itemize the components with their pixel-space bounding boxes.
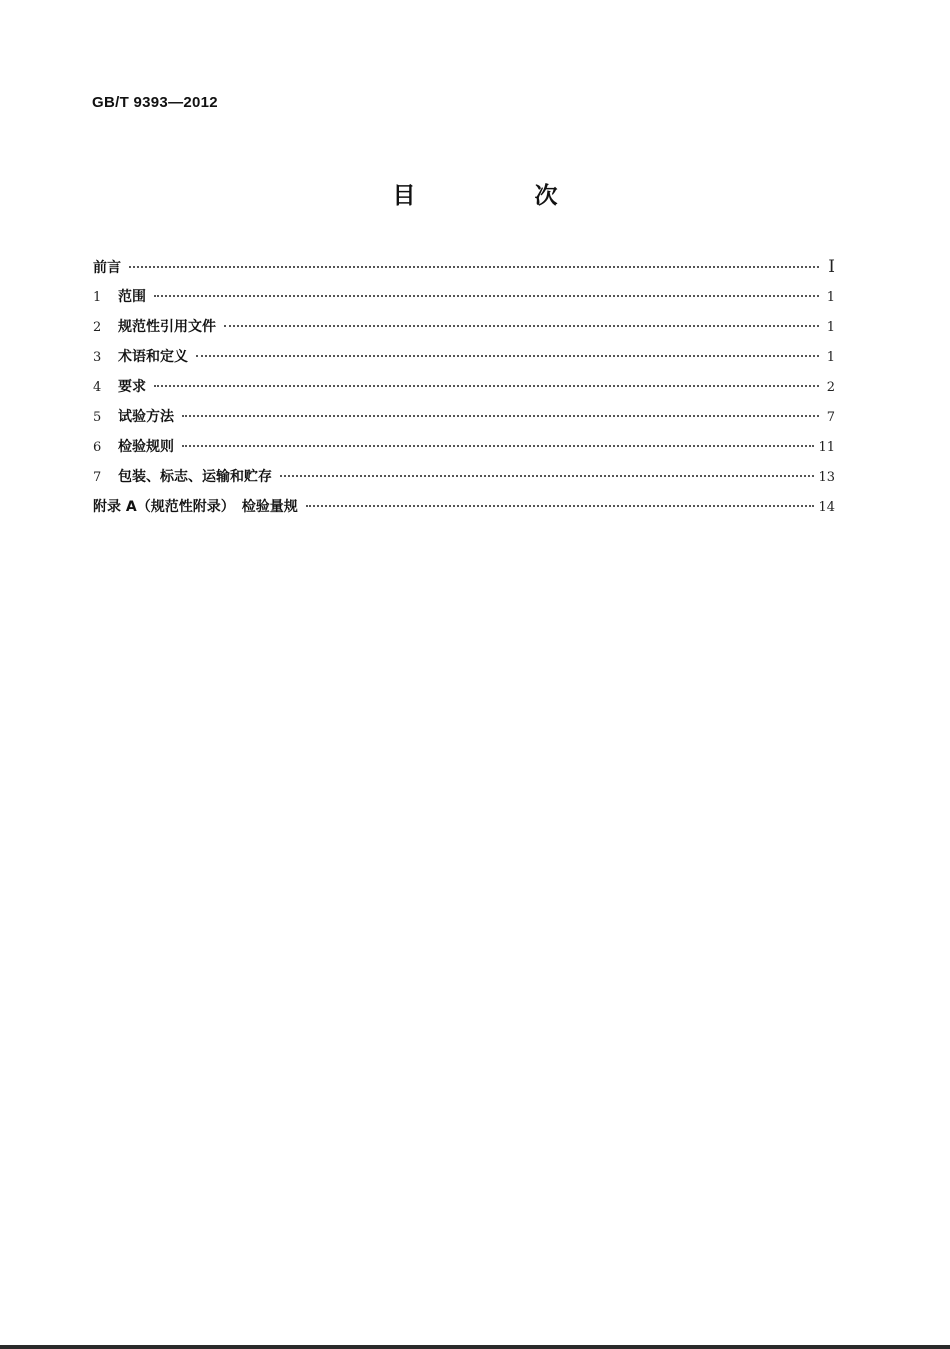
- toc-entry-label: 前言: [93, 260, 121, 276]
- toc-entry-number: 2: [93, 320, 102, 335]
- standard-code: GB/T 9393—2012: [92, 94, 218, 111]
- toc-entry-normative-references[interactable]: [93, 317, 835, 347]
- page-bottom-edge: [0, 1345, 950, 1349]
- dot-leader: [280, 475, 814, 477]
- toc-entry-test-methods[interactable]: [93, 407, 835, 437]
- toc-entry-label: 规范性引用文件: [118, 319, 216, 335]
- dot-leader: [154, 295, 819, 297]
- toc-entry-page: 13: [818, 470, 835, 485]
- toc-entry-page: 1: [826, 320, 835, 335]
- toc-entry-page: 1: [826, 350, 835, 365]
- toc-entry-label: 试验方法: [118, 409, 174, 425]
- page-title: 目 次: [392, 183, 606, 209]
- toc-entry-number: 6: [93, 440, 102, 455]
- toc-entry-preface[interactable]: [93, 257, 835, 287]
- toc-entry-inspection-rules[interactable]: [93, 437, 835, 467]
- toc-entry-page: 7: [826, 410, 835, 425]
- dot-leader: [196, 355, 819, 357]
- toc-entry-annex-a[interactable]: [93, 497, 835, 527]
- toc-entry-page: Ⅰ: [828, 257, 835, 277]
- dot-leader: [154, 385, 819, 387]
- toc-entry-label: 术语和定义: [118, 349, 188, 365]
- dot-leader: [182, 415, 819, 417]
- toc-entry-requirements[interactable]: [93, 377, 835, 407]
- toc-entry-packaging-marking[interactable]: [93, 467, 835, 497]
- toc-entry-scope[interactable]: [93, 287, 835, 317]
- toc-entry-page: 14: [818, 500, 835, 515]
- toc-entry-page: 1: [826, 290, 835, 305]
- toc-entry-label: 包装、标志、运输和贮存: [118, 469, 272, 485]
- table-of-contents: [93, 257, 835, 527]
- toc-entry-page: 11: [818, 440, 835, 455]
- toc-entry-number: 4: [93, 380, 102, 395]
- toc-entry-label: 要求: [118, 379, 146, 395]
- dot-leader: [224, 325, 819, 327]
- toc-entry-page: 2: [826, 380, 835, 395]
- toc-entry-label: 范围: [118, 289, 146, 305]
- toc-entry-number: 3: [93, 350, 102, 365]
- toc-entry-label: 附录 A（规范性附录） 检验量规: [93, 499, 298, 515]
- toc-entry-number: 7: [93, 470, 102, 485]
- toc-entry-terms-definitions[interactable]: [93, 347, 835, 377]
- toc-entry-number: 1: [93, 290, 102, 305]
- dot-leader: [129, 266, 819, 268]
- dot-leader: [306, 505, 815, 507]
- dot-leader: [182, 445, 814, 447]
- toc-entry-label: 检验规则: [118, 439, 174, 455]
- toc-entry-number: 5: [93, 410, 102, 425]
